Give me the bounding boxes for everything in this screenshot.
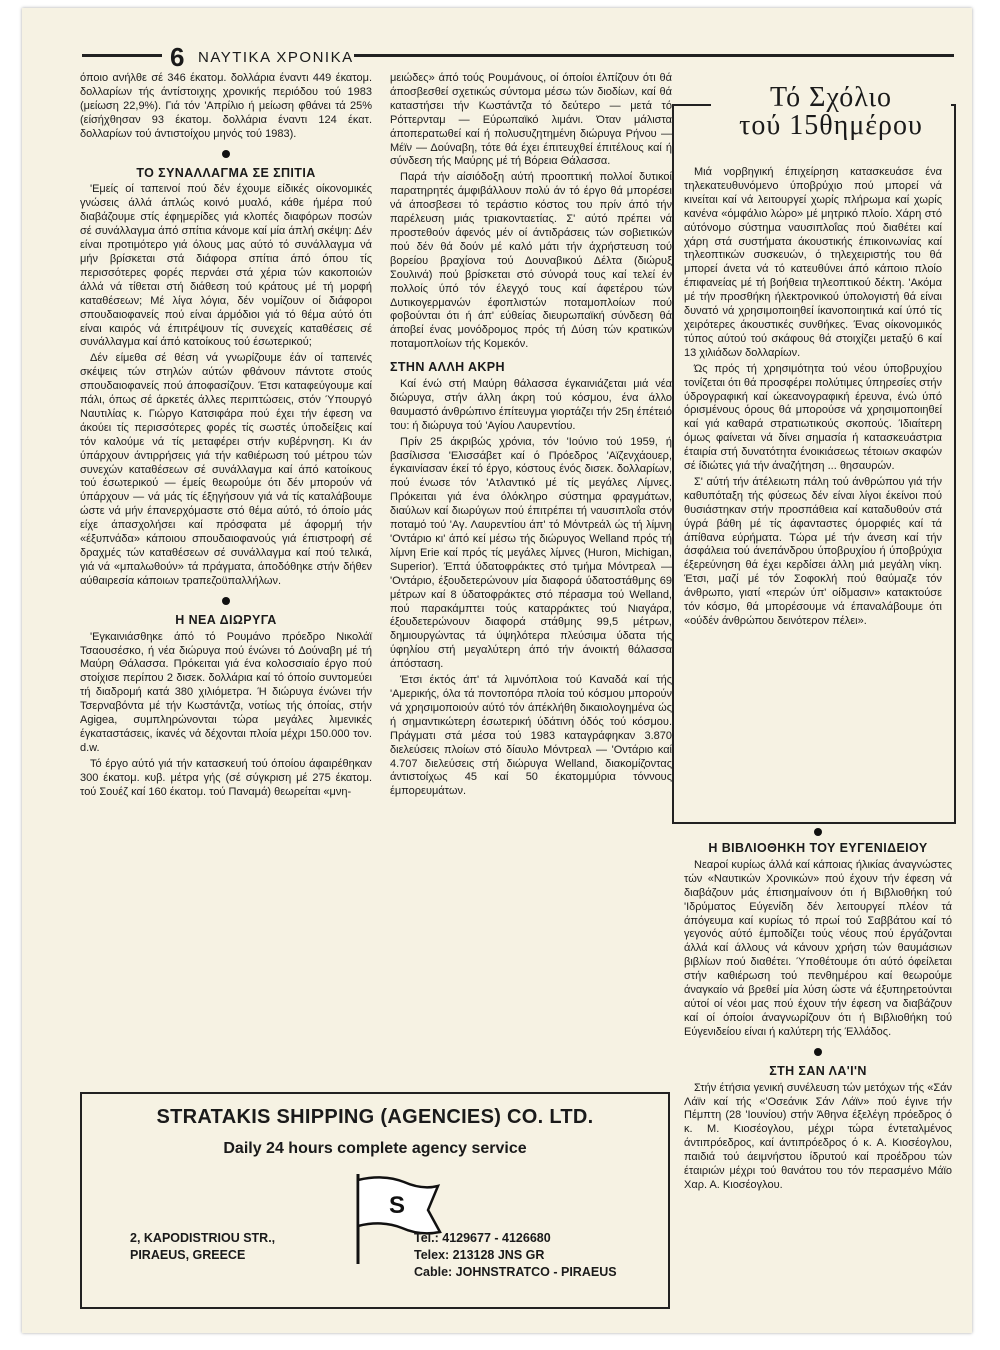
paragraph: Έτσι έκτός άπ' τά λιμνόπλοια τού Καναδά καί τής 'Αμερικής, όλα τά ποντοπόρα πλοία τού κόσμου μπορούν νά χρησιμοποιούν αύτό τόν άπέκλήθη δικαιολογημένα ώς ή σημαντικώτερη έσωτερική ύδάτινη όδός τού κόσμου. Πράγματι στά μέσα τού 1983 καταγράφηκαν 3.870 διελεύσεις πλοίων στό δίαυλο Μόντρεαλ — 'Οντάριο καί 4.707 διελεύσεις στή διώρυγα Welland, διακομίζοντας άντιστοίχως 45 καί 50 έκατομμύρια τόννους έμπορευμάτων.	[390, 674, 672, 798]
ad-telex: Telex: 213128 JNS GR	[414, 1248, 545, 1262]
ad-contacts	[414, 1230, 617, 1281]
page-number: 6	[170, 42, 185, 72]
section-title-canal: Η ΝΕΑ ΔΙΩΡΥΓΑ	[175, 612, 277, 627]
paragraph: Σ' αύτή τήν άτέλειωτη πάλη τού άνθρώπου γιά τήν καθυπόταξη τής φύσεως δέν είναι λίγοι έκείνοι πού θυσιάστηκαν στήν προσπάθεια καί καταδυθούν στά ύγρά βάθη μέ τίς άφανταστες όμορφιές καί τά άπίθανα εύρήματα. Τώρα μέ τήν άνεση καί τήν άσφάλεια τού άνεπάνδρου ύποβρυχίου ή ύποβρύχια έξερεύνηση θά έχει κερδίσει άλλη μιά μεγάλη νίκη. Έτσι, μαζί μέ τόν Σοφοκλή πού θαύμαζε τόν άνθρωπο, γιατί «περών ύπ' οίδμασιν» κατακτούσε τόν κόσμο, θά μπορέσουμε νά έπαναλάβουμε ότι «ούδέν άνθρώπου δεινότερον πέλει».	[684, 475, 942, 627]
section-title-library: Η ΒΙΒΛΙΟΘΗΚΗ ΤΟΥ ΕΥΓΕΝΙΔΕΙΟΥ	[708, 841, 928, 855]
paragraph: Στήν έτήσια γενική συνέλευση τών μετόχων τής «Σάν Λάϊν καί τής «'Οσεάνικ Σάν Λάϊν» πού έγινε τήν Πέμπτη (28 'Ιουνίου) στήν Άθηνα έξελέγη πρόεδρος ό κ. Μ. Κιοσέογλου, μέχρι τώρα έντεταλμένος άντιπρόεδρος, καί άντιπρόεδρος ό κ. Α. Κιοσέογλου, παιδιά τού άειμνήστου ίδρυτού καί προέδρου τών έταιριών μέχρι τού θανάτου του τόν περασμένο Μάϊο Χαρ. Α. Κιοσέογλου.	[684, 1081, 952, 1191]
section-title-sun-line: ΣΤΗ ΣΑΝ ΛΑ'Ι'Ν	[769, 1063, 867, 1078]
publication-name: ΝΑΥΤΙΚΑ ΧΡΟΝΙΚΑ	[198, 49, 354, 66]
ad-address	[130, 1230, 275, 1264]
header-rule-left	[82, 54, 162, 57]
ad-company-name: STRATAKIS SHIPPING (AGENCIES) CO. LTD.	[156, 1106, 594, 1128]
paragraph: Δέν είμεθα σέ θέση νά γνωρίζουμε έάν οί ταπεινές σκέψεις τών στηλών αύτών φθάνουν πάντοτε στούς σπουδαιοφανείς πού άποφασίζουν. Έτσι καταφεύγουμε καί πάλι, όπως σέ άρκετές άλλες περιπτώσεις, στόν Ύπουργό Ναυτιλίας κ. Γιώργο Κατσιφάρα πού έχει τήν έφεση να άκούει τίς περισσότερες φορές τίς σωστές ύποδείξεις καί τόν καλούμε νά τίς μεταφέρει στήν κυβέρνηση. Κι άν ύπάρχουν άντιρρήσεις γιά τήν καθιέρωση τού μέτρου τών συνεχών καταθέσεων σέ συνάλλαγμα καί άπό κατοίκους τού έσωτερικού — έμείς θεωρούμε ότι δέν μπορούν νά ύπάρχουν — νά μάς τίς έξηγήσουν γιά νά τίς καταλάβουμε ώστε νά μήν έπανερχόμαστε στό θέμα αύτό, τό όποίο μάς είχε άπασχολήσει καί πρόσφατα μέ άφορμή τήν «έξυπνάδα» κάποιου σπουδαιοφανούς γιά έπιστροφή σέ δραχμές τών καταθέσεων σέ συνάλλαγμα καί πού τελικά, γιά νά «μπαλωθούν» τά πράγματα, άποδόθηκε στήν δήθεν αύθαιρεσία κάποιων τραπεζοϋπαλλήλων.	[80, 352, 372, 587]
separator-bullet	[222, 150, 230, 158]
column-1	[80, 72, 372, 800]
intro-paragraph: όποιο ανήλθε σέ 346 έκατομ. δολλάρια έναντι 449 έκατομ. δολλαρίων τής άντίστοιχης χρονικής περιόδου τού 1983 (μείωση 22,9%). Γιά τόν 'Απρίλιο ή μείωση φθάνει τά 25% (είσήχθησαν 93 έκατομ. δολλάρια έναντι 124 έκατ. δολλαρίων τού άντιστοίχου μηνός τού 1983).	[80, 72, 372, 140]
header-rule-right	[354, 54, 954, 57]
comment-text	[684, 166, 942, 629]
ad-address-line1: 2, KAPODISTRIOU STR.,	[130, 1231, 276, 1245]
comment-title	[711, 84, 951, 140]
column-3-lower	[684, 826, 952, 1193]
paragraph: Ώς πρός τή χρησιμότητα τού νέου ύποβρυχίου τονίζεται ότι θά προσφέρει πολύτιμες ύπηρεσίες στήν ύδρογραφική καί ώκεανογραφική έρευνα, ένώ ύπό όρισμένους όρους θά μπορούσε νά χρησιμοποιηθεί καί γιά καθαρά στρατιωτικούς σκοπούς. Ίδιαίτερη όμως φαίνεται νά δίνει σημασία ή κατασκευάστρια έταιρία στή δυνατότητα ένοικιάσεως τέτοιων σκαφών σέ ίδιώτες γιά τήν άναζήτηση ... θησαυρών.	[684, 362, 942, 473]
paragraph: Καί ένώ στή Μαύρη θάλασσα έγκαινιάζεται μιά νέα διώρυγα, στήν άλλη άκρη τού κόσμου, ένα άλλο θαυμαστό άνθρώπινο έπίτευγμα γιορτάζει τήν 25η έπέτειό του: ή διώρυγα τού 'Αγίου Λαυρεντίου.	[390, 378, 672, 432]
ad-cable: Cable: JOHNSTRATCO - PIRAEUS	[414, 1265, 617, 1279]
column-2	[390, 72, 672, 799]
comment-title-line1: Τό Σχόλιο	[769, 82, 893, 113]
separator-bullet	[222, 597, 230, 605]
section-title-currency: ΤΟ ΣΥΝΑΛΛΑΓΜΑ ΣΕ ΣΠΙΤΙΑ	[136, 165, 316, 180]
section-title-other-end: ΣΤΗΝ ΑΛΛΗ ΑΚΡΗ	[390, 360, 505, 375]
comment-title-line2: τού 15θημέρου	[739, 110, 923, 141]
paragraph: Πρίν 25 άκριβώς χρόνια, τόν 'Ιούνιο τού 1959, ή βασίλισσα 'Ελισσάβετ καί ό Πρόεδρος 'Αϊζενχάουερ, έγκαινίασαν έκεί τό έργο, κόστους ένός δισεκ. δολλαρίων, πού ένωσε τόν 'Ατλαντικό μέ τίς μεγάλες Λίμνες. Πρόκειται γιά ένα όλόκληρο σύστημα φραγμάτων, διαύλων καί διωρύγων πού έπιτρέπει τή ναυσιπλοΐα στόν ποταμό τού 'Αγ. Λαυρεντίου άπ' τό Μόντρεάλ ώς τή λίμνη 'Οντάριο κι' άπό κεί μέσω τής διώρυγος Welland πρός τή λίμνη Erie καί πρός τίς μεγάλες λίμνες (Huron, Michigan, Superior). Έπτά ύδατοφράκτες στό τμήμα Μόντρεαλ — 'Οντάριο, έξουδετερώνουν μία διαφορά ύδατοστάθμης 69 μέτρων καί 8 ύδατοφράκτες στό πέρασμα τού Welland, πού παρακάμπτει τούς καταρράκτες τού Νιαγάρα, έξουδετερώνουν διαφορά στάθμης 99,5 μέτρων, δημιουργώντας τά ύψηλότερα πλεύσιμα ύδατα τής ύφηλίου στή μεγαλύτερη άπό τήν άνοικτή θάλασσα άπόσταση.	[390, 435, 672, 671]
paragraph: 'Εμείς οί ταπεινοί πού δέν έχουμε είδικές οίκονομικές γνώσεις άλλά άπλώς κοινό μυαλό, κάθε ήμέρα πού διαβάζουμε στίς έφημερίδες γιά κλοπές διαφόρων ποσών σέ συνάλλαγμα άπό σπίτια κάνομε καί μία άπλή σκέψη: Δέν είναι προτιμότερο γιά όλους μας αύτό τό συνάλλαγμα νά μήν βρίσκεται στά διάφορα σπίτια άπό όπου τίς περισσότερες φορές περνάει στά χέρια τών κακοποιών άλλά νά τίθεται στή διάθεση τού κράτους μέ τή μορφή καταθέσεων; Μέ λίγα λόγια, δέν νομίζουν οί διάφοροι σπουδαιοφανείς πού είναι άρμόδιοι γιά τό θέμα αύτό ότι είναι καιρός νά έπιτρέψουν τίς συνεχείς καταθέσεις σέ συνάλλαγμα καί άπό κατοίκους τού έσωτερικού;	[80, 183, 372, 349]
paragraph: Τό έργο αύτό γιά τήν κατασκευή τού όποίου άφαιρέθηκαν 300 έκατομ. κυβ. μέτρα γής (σέ σύγκριση μέ 275 έκατομ. τού Σουέζ καί 160 έκατομ. τού Παναμά) θεωρείται «μνη-	[80, 757, 372, 798]
advertisement	[80, 1092, 670, 1309]
ad-tel: Tel.: 4129677 - 4126680	[414, 1231, 551, 1245]
ad-slogan: Daily 24 hours complete agency service	[223, 1140, 527, 1157]
paragraph: Παρά τήν αίσιόδοξη αύτή προοπτική πολλοί δυτικοί παρατηρητές άμφιβάλλουν πολύ άν τό έργο θά μπορέσει νά άποσβεσει τό τεράστιο κόστος του πρίν άπό τήν παρέλευση μιάς τριακονταετίας. Σ' αύτό πρέπει νά προστεθούν άφενός μέν οί άντιδράσεις τών σοβιετικών πού δέν θά δούν μέ καλό μάτι τήν άχρήστευση τού βορείου βραχίονα τού Δουναβικού Δέλτα (διώρυξ Σουλινά) πού βρίσκεται στό σύνορά τους καί τελεί έν πολλοίς ύπό τόν έλεγχό τους καί άφετέρου τών Δυτικογερμανών έφοπλιστών ποταμοπλοίων πού φοβούνται ότι ή άπ' εύθείας διευρωπαϊκή σύνδεση θά άποβεί ένας μονόδρομος πρός τή Δύση τών κρατικών ποταμοπλοίων τής Κομεκόν.	[390, 171, 672, 351]
paragraph: μειώδες» άπό τούς Ρουμάνους, οί όποίοι έλπίζουν ότι θά άποσβεσθεί σχετικώς σύντομα μέσω τών διοδίων, καί θά καταστήσει τήν Κωστάντζα τό δεύτερο — μετά τό Ρόττερνταμ — Εύρωπαϊκό λιμάνι. Όταν μάλιστα άποπερατωθεί καί ή πολυσυζητημένη διώρυγα Ρήνου — Μέϊν — Δούναβη, τότε θά έχει έπιτευχθεί έπιτέλους καί ή σύνδεση τής Μαύρης μέ τή Βόρεια Θάλασσα.	[390, 72, 672, 168]
paragraph: Νεαροί κυρίως άλλά καί κάποιας ήλικίας άναγνώστες τών «Ναυτικών Χρονικών» πού έχουν τήν έφεση νά διαβάζουν μάς έπισημαίνουν ότι ή Βιβλιοθήκη τού 'Ιδρύματος Εύγενίδη δέν λειτουργεί πλέον τά άπόγευμα καί κυρίως τό πρωί τού Σαββάτου καί τό γεγονός αύτό έμποδίζει τούς νέους πού έργάζονται άλλά καί άλλους νά κάνουν χρήση τών θαυμάσιων βιβλίων πού διαθέτει. Ύποθέτουμε ότι αύτό όφείλεται στήν καθιέρωση τού πενθημέρου καί θεωρούμε άναγκαίο νά βρεθεί μία λύση ώστε νά έξυπηρετούνται αύτοί οί νέοι μας πού έχουν τήν έφεση να διαβάζουν καί οί όποίοι άναγνωρίζουν ότι ή Βιβλιοθήκη τού Εύγενιδείου είναι ή καλύτερη τής Έλλάδος.	[684, 858, 952, 1038]
paragraph: Μιά νορβηγική έπιχείρηση κατασκευάσε ένα τηλεκατευθυνόμενο ύποβρύχιο πού μπορεί νά κινείται καί νά λειτουργεί χωρίς πλήρωμα καί χωρίς κανένα «όμφάλιο λώρο» μέ μητρικό πλοίο. Χάρη στό αύτόνομο σύστημα ναυσιπλοΐας πού διαθέτει καί χάρη στά συστήματα άκουστικής έπικοινωνίας καί τηλεοπτικών συσκευών, ό τηλεχειριστής του θά μπορεί άνετα νά τό κατευθύνει άπό κάποιο πλοίο έπιφανείας μέ τή βοήθεια τηλεοπτικού δέκτη. 'Ακόμα μέ τήν προσθήκη ήλεκτρονικού ύπολογιστή θά είναι δυνατό νά χρησιμοποιηθεί ίκανοποιητικά καί ύπό τίς χειρότερες άκουστικές συνθήκες. Ένας οίκονομικός τύπος αύτού τού σκάφους θά στοιχίζει μεταξύ 6 καί 13 χιλιάδων δολλαρίων.	[684, 166, 942, 359]
paragraph: 'Εγκαινιάσθηκε άπό τό Ρουμάνο πρόεδρο Νικολάϊ Τσαουσέσκο, ή νέα διώρυγα πού ένώνει τό Δούναβη μέ τή Μαύρη Θάλασσα. Πρόκειται γιά ένα κολοσσιαίο έργο πού στοίχισε περίπου 2 δισεκ. δολλάρια καί τό όποίο συντομεύει τή διαδρομή κατά 380 χιλιόμετρα. Ή διώρυγα ένώνει τήν Τσερναβόντα μέ τήν Κωστάντζα, νοτίως τής όποίας, στήν Agigea, συμπληρώνονται τώρα μεγάλες λιμενικές έγκαταστάσεις, ίκανές νά δέχονται πλοία μέχρι 150.000 τον. d.w.	[80, 630, 372, 754]
separator-bullet	[814, 828, 822, 836]
separator-bullet	[814, 1048, 822, 1056]
ad-address-line2: PIRAEUS, GREECE	[130, 1248, 246, 1262]
newspaper-page	[22, 8, 972, 1333]
flag-letter: S	[388, 1192, 406, 1219]
